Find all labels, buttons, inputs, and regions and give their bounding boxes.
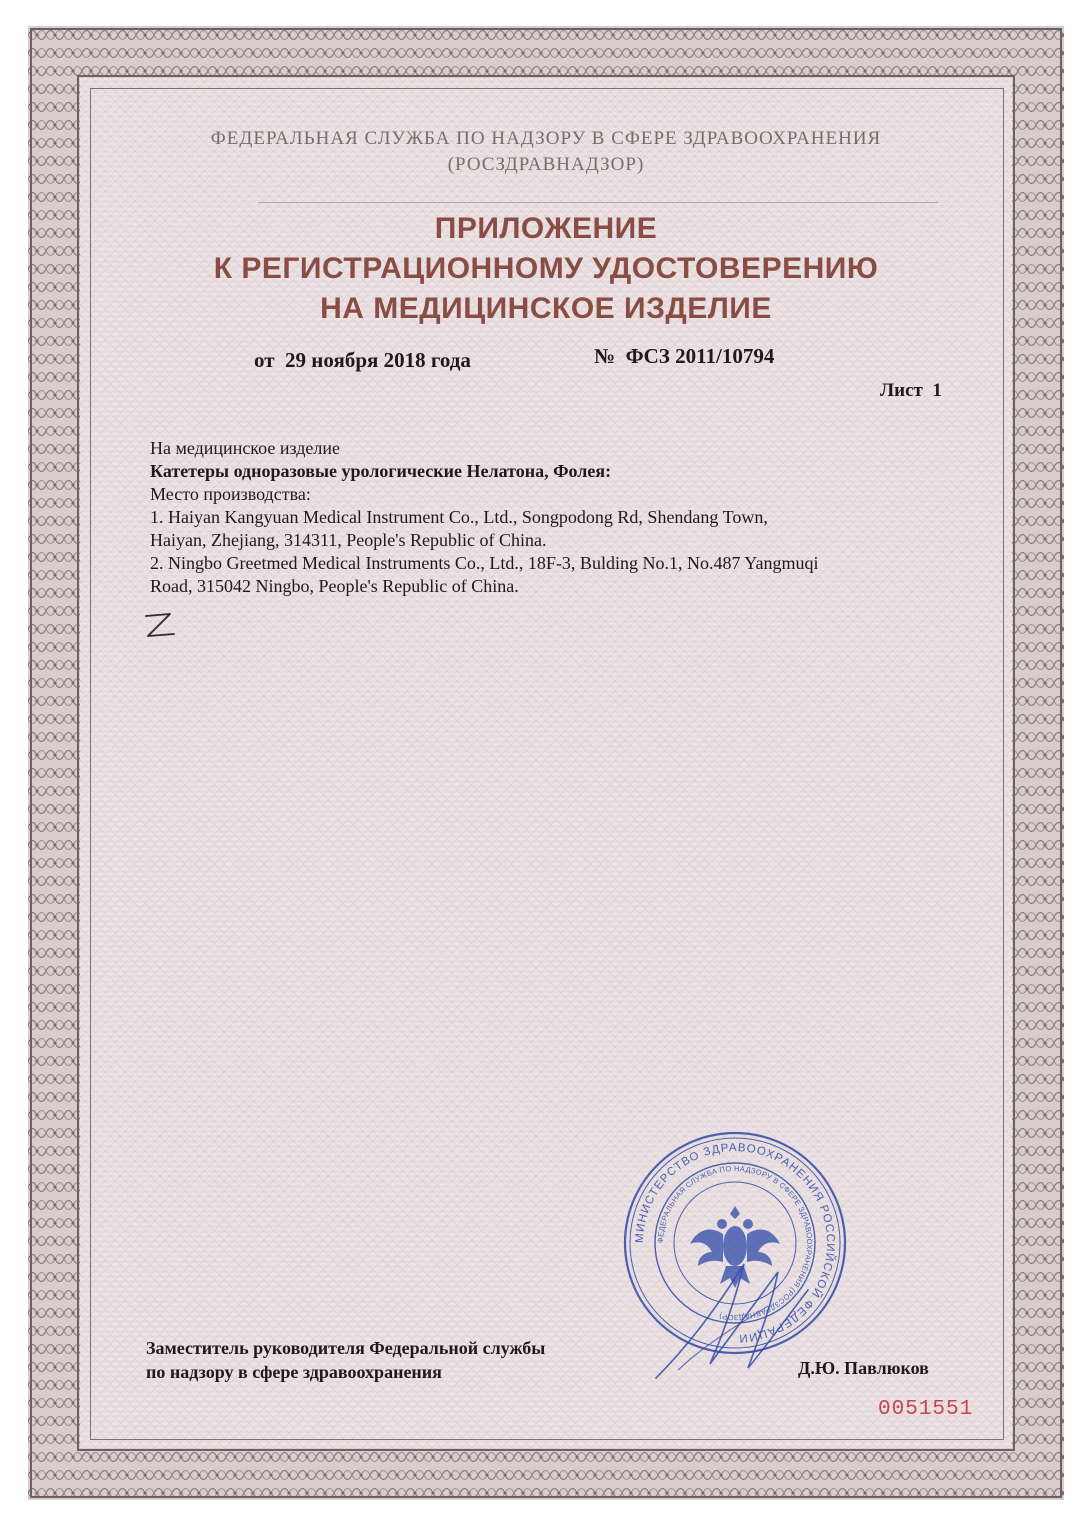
sheet-number: Лист 1 [880,380,942,401]
serial-number: 0051551 [878,1398,974,1421]
site-2-line-2: Road, 315042 Ningbo, People's Republic of China. [150,576,519,596]
stamp-inner-text: ФЕДЕРАЛЬНАЯ СЛУЖБА ПО НАДЗОРУ В СФЕРЕ ЗДРАВООХРАНЕНИЯ (РОСЗДРАВНАДЗОР) [655,1163,815,1323]
product-name: Катетеры одноразовые урологические Нелатона, Фолея: [150,461,612,481]
agency-header [28,126,1064,178]
registration-date: от 29 ноября 2018 года [254,348,471,372]
agency-abbreviation: (РОСЗДРАВНАДЗОР) [447,154,645,175]
title-line-3: НА МЕДИЦИНСКОЕ ИЗДЕЛИЕ [320,292,772,325]
agency-name: ФЕДЕРАЛЬНАЯ СЛУЖБА ПО НАДЗОРУ В СФЕРЕ ЗДРАВООХРАНЕНИЯ [210,128,882,149]
site-1-line-1: 1. Haiyan Kangyuan Medical Instrument Co., Ltd., Songpodong Rd, Shendang Town, [150,507,768,527]
intro-text: На медицинское изделие [150,438,341,458]
title-line-1: ПРИЛОЖЕНИЕ [434,212,658,245]
site-1-line-2: Haiyan, Zhejiang, 314311, People's Republic of China. [150,530,547,550]
stamp-outer-text: МИНИСТЕРСТВО ЗДРАВООХРАНЕНИЯ РОССИЙСКОЙ ФЕДЕРАЦИИ [633,1141,837,1345]
signer-position-line-2: по надзору в сфере здравоохранения [146,1362,442,1382]
header-divider [258,202,938,203]
place-label: Место производства: [150,484,311,504]
certificate-sheet [28,26,1064,1500]
signer-name: Д.Ю. Павлюков [798,1358,929,1378]
document-body [150,437,990,598]
title-line-2: К РЕГИСТРАЦИОННОМУ УДОСТОВЕРЕНИЮ [213,252,879,285]
registration-number: № ФСЗ 2011/10794 [594,344,775,368]
signer-position-line-1: Заместитель руководителя Федеральной службы [146,1338,546,1358]
signer-position [146,1336,545,1384]
site-2-line-1: 2. Ningbo Greetmed Medical Instruments Co., Ltd., 18F-3, Bulding No.1, No.487 Yangmuqi [150,553,819,573]
handwritten-signature [648,1246,818,1386]
handwritten-mark [140,608,180,644]
document-title [28,209,1064,329]
